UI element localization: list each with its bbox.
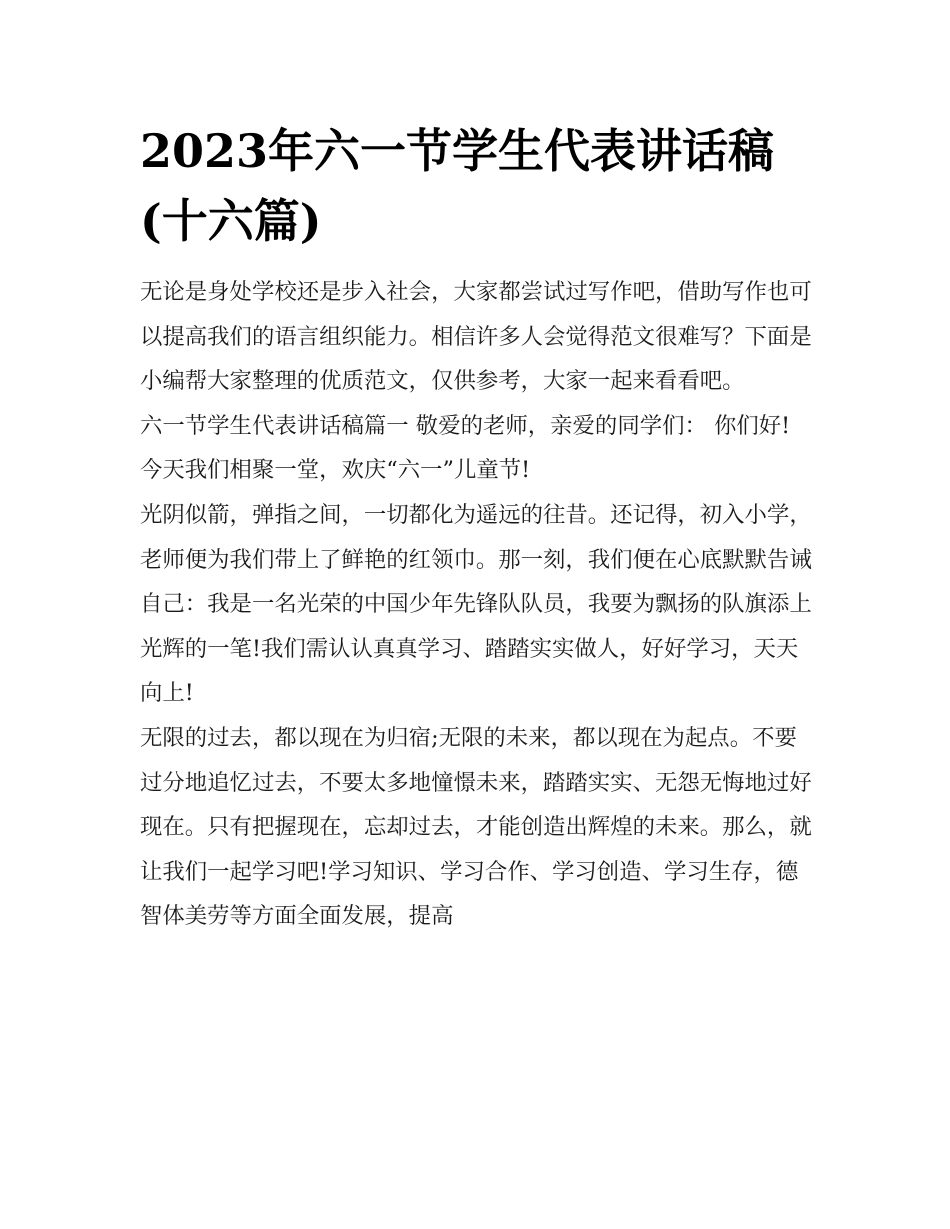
speech-opening-paragraph: 六一节学生代表讲话稿篇一 敬爱的老师，亲爱的同学们： 你们好!今天我们相聚一堂，欢庆“六一”儿童节! — [140, 412, 791, 484]
intro-paragraph: 无论是身处学校还是步入社会，大家都尝试过写作吧，借助写作也可以提高我们的语言组织能力。相信许多人会觉得范文很难写？下面是小编帮大家整理的优质范文，仅供参考，大家一起来看看吧。 — [140, 279, 812, 395]
document-body — [140, 270, 812, 939]
present-paragraph: 无限的过去，都以现在为归宿;无限的未来，都以现在为起点。不要过分地追忆过去，不要太多地憧憬未来，踏踏实实、无怨无悔地过好现在。只有把握现在，忘却过去，才能创造出辉煌的未来。那么，就让我们一起学习吧!学习知识、学习合作、学习创造、学习生存，德智体美劳等方面全面发展，提高 — [140, 724, 812, 930]
memory-paragraph: 光阴似箭，弹指之间，一切都化为遥远的往昔。还记得，初入小学，老师便为我们带上了鲜艳的红领巾。那一刻，我们便在心底默默告诫自己：我是一名光荣的中国少年先锋队队员，我要为飘扬的队旗添上光辉的一笔!我们需认认真真学习、踏踏实实做人，好好学习，天天向上! — [140, 501, 812, 707]
document-title: 2023年六一节学生代表讲话稿(十六篇) — [140, 124, 775, 248]
